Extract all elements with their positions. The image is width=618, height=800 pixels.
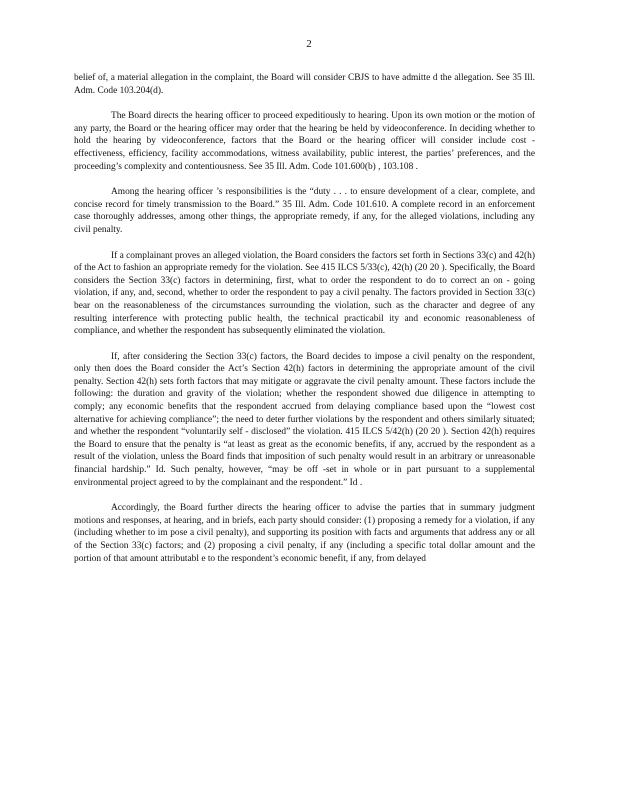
document-body (74, 72, 535, 578)
paragraph-civil-penalty: If, after considering the Section 33(c) factors, the Board decides to impose a civil penalty on the respondent, only then does the Board consider the Act’s Section 42(h) factors in determining the appropriate amount of the civil penalty. Section 42(h) sets forth factors that may mitigate or aggravate the civil penalty amount. These factors include the following: the duration and gravity of the violation; whether the respondent showed due diligence in attempting to comply; any economic benefits that the respondent accrued from delaying compliance based upon the “lowest cost alternative for achieving compliance”; the need to deter further violations by the respondent and others similarly situated; and whether the respondent “voluntarily self - disclosed” the violation. 415 ILCS 5/42(h) (20 20 ). Section 42(h) requires the Board to ensure that the penalty is “at least as great as the economic benefits, if any, accrued by the respondent as a result of the violation, unless the Board finds that imposition of such penalty would result in an arbitrary or unreasonable financial hardship.” Id. Such penalty, however, “may be off -set in whole or in part pursuant to a supplemental environmental project agreed to by the complainant and the respondent.” Id . (74, 351, 535, 488)
paragraph-hearing-officer-duties: Among the hearing officer ’s responsibilities is the “duty . . . to ensure development of a clear, complete, and concise record for timely transmission to the Board.” 35 Ill. Adm. Code 101.610. A complete record in an enforcement case thoroughly addresses, among other things, the appropriate remedy, if any, for the alleged violations, including any civil penalty. (74, 187, 535, 235)
paragraph-continuation: belief of, a material allegation in the complaint, the Board will consider CBJS to have admitte d the allegation. See 35 Ill. Adm. Code 103.204(d). (74, 73, 535, 96)
paragraph-hearing-directive: The Board directs the hearing officer to proceed expeditiously to hearing. Upon its own motion or the motion of any party, the Board or the hearing officer may order that the hearing be held by videoconference. In deciding whether to hold the hearing by videoconference, factors that the Board or the hearing officer will consider include cost - effectiveness, efficiency, facility accommodations, witness availability, public interest, the parties’ preferences, and the proceeding’s complexity and contentiousness. See 35 Ill. Adm. Code 101.600(b) , 103.108 . (74, 111, 535, 172)
paragraph-party-directions: Accordingly, the Board further directs the hearing officer to advise the parties that in summary judgment motions and responses, at hearing, and in briefs, each party should consider: (1) proposing a remedy for a violation, if any (including whether to im pose a civil penalty), and supporting its position with facts and arguments that address any or all of the Section 33(c) factors; and (2) proposing a civil penalty, if any (including a specific total dollar amount and the portion of that amount attributabl e to the respondent’s economic benefit, if any, from delayed (74, 503, 535, 564)
paragraph-remedy-factors: If a complainant proves an alleged violation, the Board considers the factors set forth in Sections 33(c) and 42(h) of the Act to fashion an appropriate remedy for the violation. See 415 ILCS 5/33(c), 42(h) (20 20 ). Specifically, the Board considers the Section 33(c) factors in determining, first, what to order the respondent to do to correct an on - going violation, if any, and, second, whether to order the respondent to pay a civil penalty. The factors provided in Section 33(c) bear on the reasonableness of the circumstances surrounding the violation, such as the character and degree of any resulting interference with protecting public health, the technical practicabil ity and economic reasonableness of compliance, and whether the respondent has subsequently eliminated the violation. (74, 250, 535, 337)
page-number: 2 (306, 38, 312, 50)
